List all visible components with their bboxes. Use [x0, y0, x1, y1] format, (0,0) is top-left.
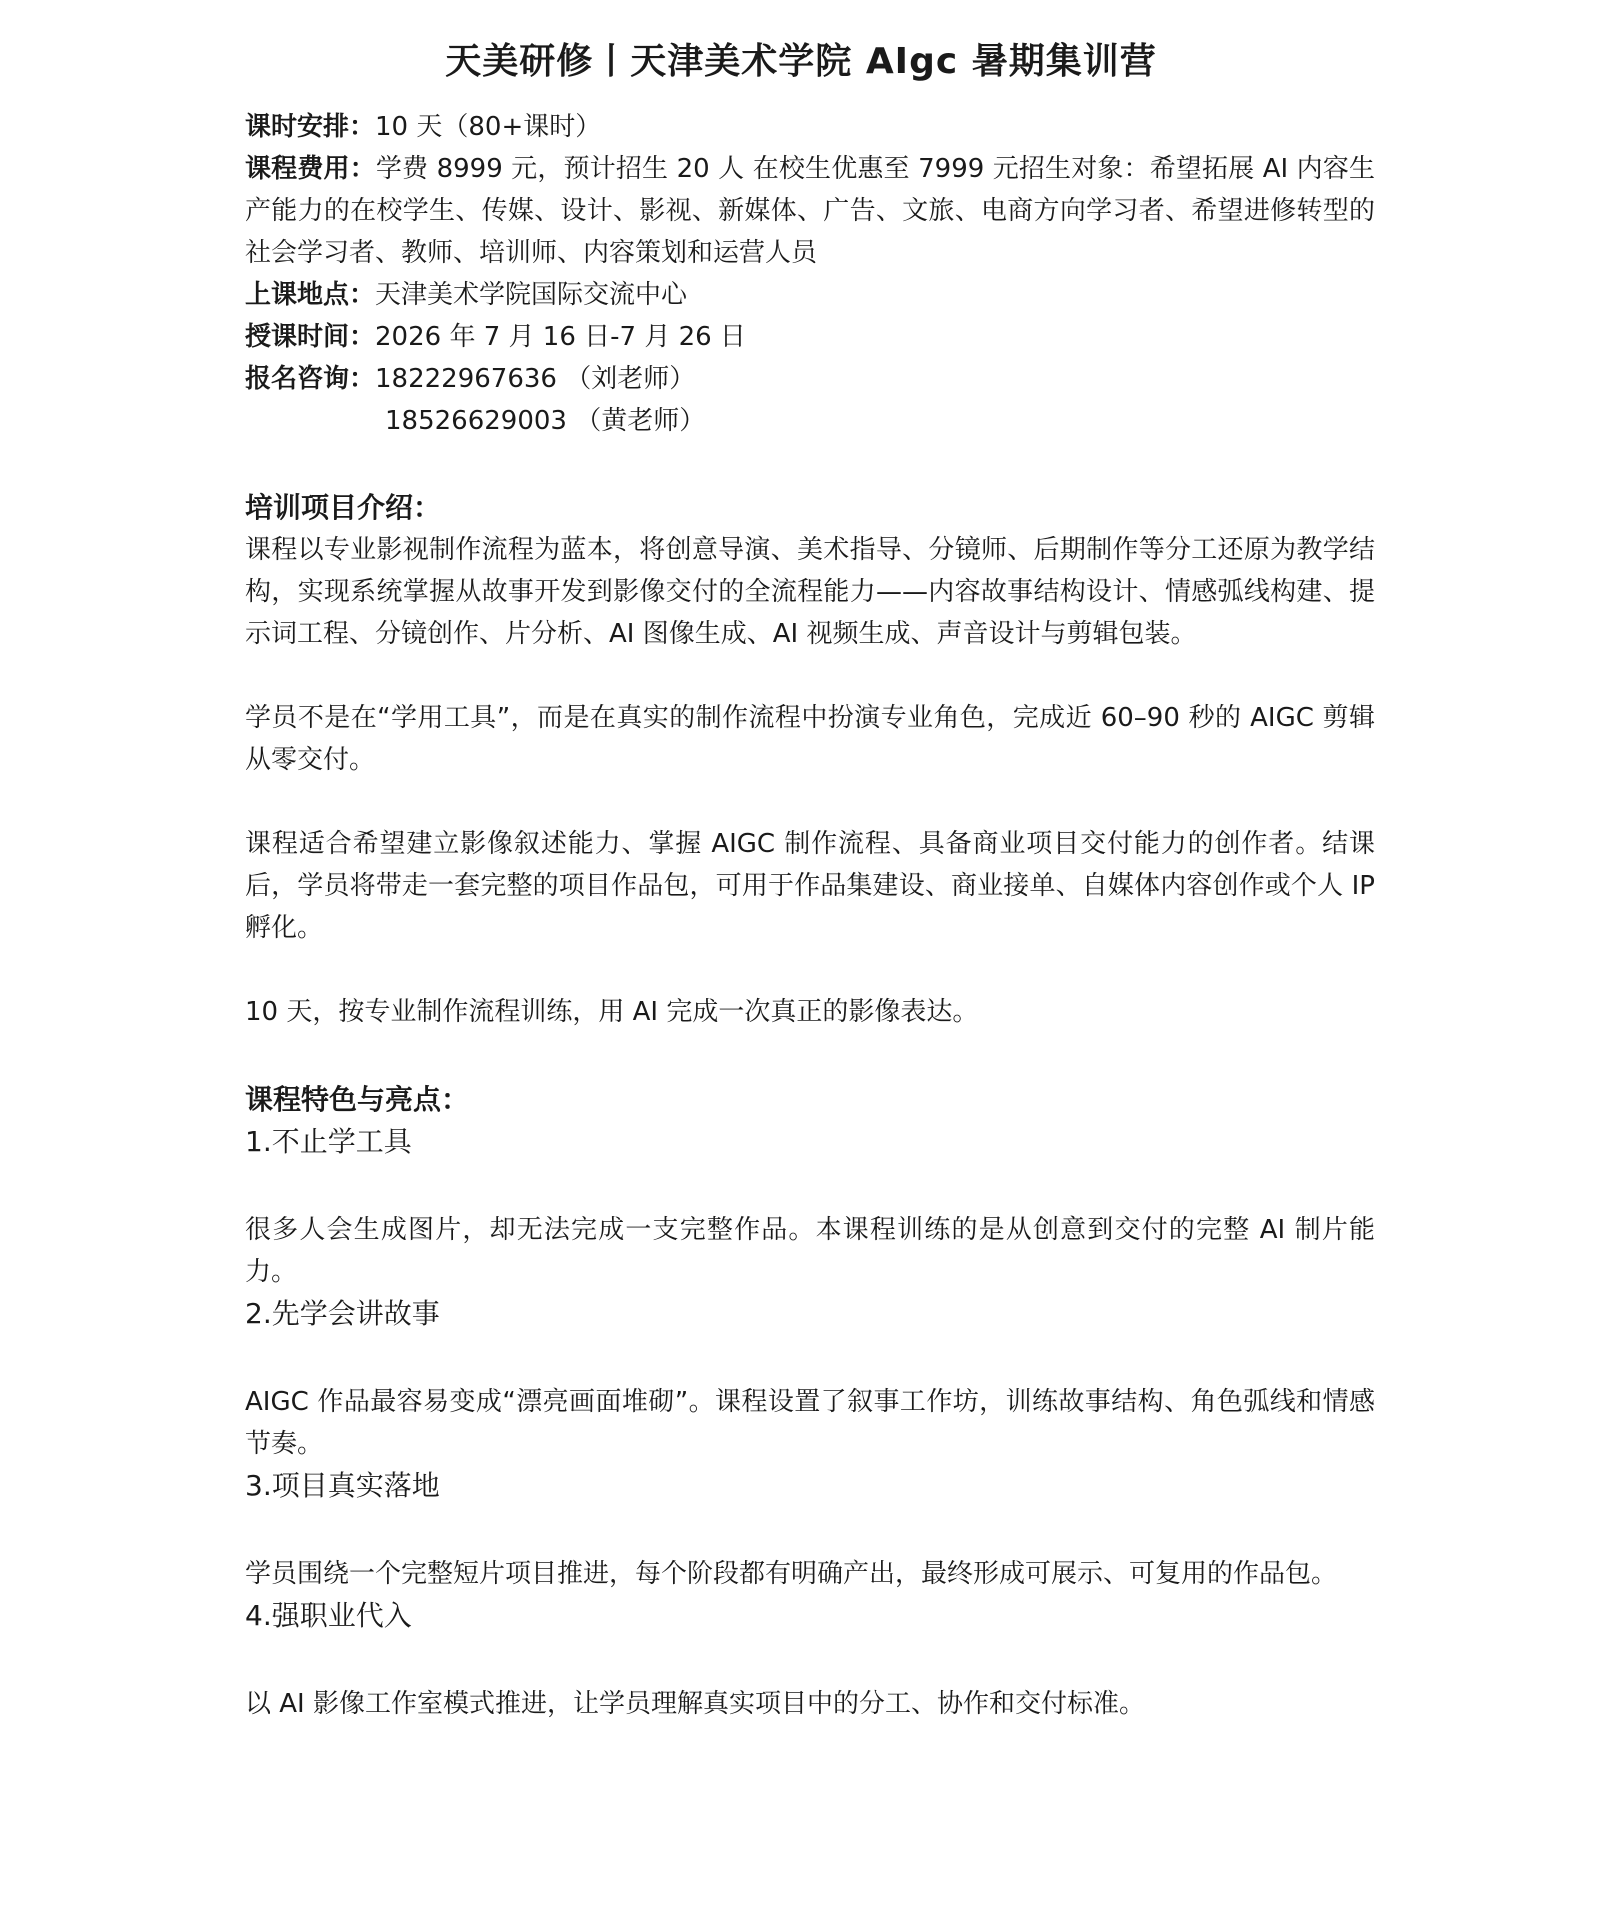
duration-value: 10 天（80+课时）	[375, 112, 602, 142]
time-value: 2026 年 7 月 16 日-7 月 26 日	[375, 322, 746, 352]
fee-value: 学费 8999 元，预计招生 20 人 在校生优惠至 7999 元招生对象：希望拓展 AI 内容生产能力的在校学生、传媒、设计、影视、新媒体、广告、文旅、电商方向学习者、希望进修转型的社会学习者、教师、培训师、内容策划和运营人员	[245, 154, 1375, 268]
intro-paragraph: 学员不是在“学用工具”，而是在真实的制作流程中扮演专业角色，完成近 60–90 秒的 AIGC 剪辑从零交付。	[245, 703, 1375, 775]
feature-text: 以 AI 影像工作室模式推进，让学员理解真实项目中的分工、协作和交付标准。	[245, 1689, 1145, 1719]
intro-paragraph: 课程适合希望建立影像叙述能力、掌握 AIGC 制作流程、具备商业项目交付能力的创作者。结课后，学员将带走一套完整的项目作品包，可用于作品集建设、商业接单、自媒体内容创作或个人 IP 孵化。	[245, 829, 1375, 943]
feature-title: 3.项目真实落地	[245, 1469, 440, 1502]
contact-label: 报名咨询：	[245, 364, 376, 394]
info-time	[245, 316, 1375, 358]
info-duration	[245, 106, 1375, 148]
info-fee	[245, 148, 1375, 274]
document-body	[245, 106, 1375, 1725]
contact-phone-2: 18526629003 （黄老师）	[385, 406, 706, 436]
time-label: 授课时间：	[245, 322, 376, 352]
location-value: 天津美术学院国际交流中心	[375, 280, 688, 310]
info-contact-2	[245, 400, 1375, 442]
feature-title: 2.先学会讲故事	[245, 1297, 440, 1330]
duration-label: 课时安排：	[245, 112, 376, 142]
features-heading: 课程特色与亮点：	[245, 1083, 470, 1116]
intro-heading: 培训项目介绍：	[245, 491, 442, 524]
feature-text: 很多人会生成图片，却无法完成一支完整作品。本课程训练的是从创意到交付的完整 AI 制片能力。	[245, 1215, 1375, 1287]
info-location	[245, 274, 1375, 316]
location-label: 上课地点：	[245, 280, 376, 310]
feature-text: AIGC 作品最容易变成“漂亮画面堆砌”。课程设置了叙事工作坊，训练故事结构、角色弧线和情感节奏。	[245, 1387, 1375, 1459]
info-contact	[245, 358, 1375, 400]
contact-phone-1: 18222967636 （刘老师）	[375, 364, 696, 394]
intro-paragraph: 10 天，按专业制作流程训练，用 AI 完成一次真正的影像表达。	[245, 997, 979, 1027]
feature-title: 4.强职业代入	[245, 1599, 412, 1632]
feature-title: 1.不止学工具	[245, 1125, 412, 1158]
fee-label: 课程费用：	[245, 154, 376, 184]
page-title: 天美研修丨天津美术学院 AIgc 暑期集训营	[445, 41, 1157, 82]
feature-text: 学员围绕一个完整短片项目推进，每个阶段都有明确产出，最终形成可展示、可复用的作品包。	[245, 1559, 1338, 1589]
course-info	[245, 106, 1375, 442]
intro-paragraph: 课程以专业影视制作流程为蓝本，将创意导演、美术指导、分镜师、后期制作等分工还原为教学结构，实现系统掌握从故事开发到影像交付的全流程能力——内容故事结构设计、情感弧线构建、提示词工程、分镜创作、片分析、AI 图像生成、AI 视频生成、声音设计与剪辑包装。	[245, 535, 1375, 649]
